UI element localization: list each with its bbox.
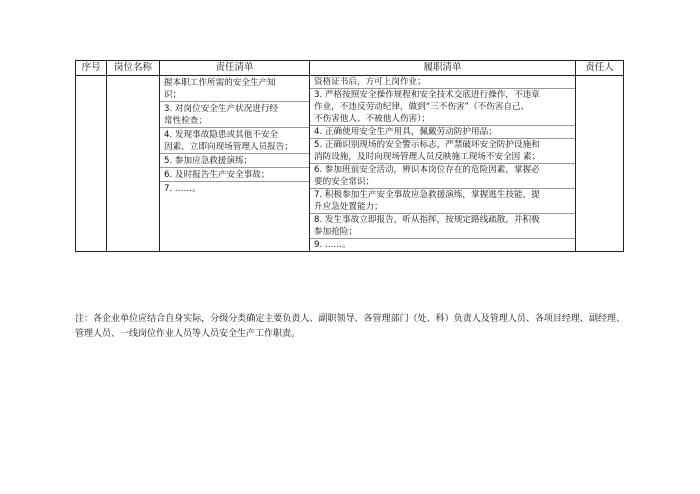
duty-table	[75, 60, 624, 252]
header-responsibility-list: 责任清单	[160, 61, 310, 76]
header-performance-list: 履职清单	[310, 61, 576, 76]
performance-cell	[310, 76, 576, 252]
footnote: 注：各企业单位应结合自身实际，分级分类确定主要负责人、副职领导、各管理部门（处、科）负责人及管理人员、各项目经理、副经理、管理人员、一线岗位作业人员等人员安全生产工作职责。	[75, 314, 625, 339]
performance-item: 8. 发生事故立即报告，听从指挥，按规定路线疏散，并积极 参加抢险；	[310, 214, 575, 239]
table-header-row	[76, 61, 624, 76]
table-row	[76, 76, 624, 252]
header-responsible-person: 责任人	[576, 61, 624, 76]
performance-item: 4. 正确使用安全生产用具，佩戴劳动防护用品；	[310, 126, 575, 139]
performance-item: 7. 积极参加生产安全事故应急救援演练，掌握逃生技能，提 升应急处置能力；	[310, 189, 575, 214]
performance-item: 5. 正确识别现场的安全警示标志，严禁破坏安全防护设施和 消防设施，及时向现场管理人员反映施工现场不安全因 素；	[310, 139, 575, 164]
performance-item: 3. 严格按照安全操作规程和安全技术交底进行操作，不违章 作业，不违反劳动纪律，做到“三不伤害”（不伤害自己、 不伤害他人、不被他人伤害）；	[310, 89, 575, 126]
performance-item: 9. ……。	[314, 240, 351, 250]
position-name-cell	[107, 76, 160, 252]
responsibility-cell	[160, 76, 310, 252]
responsibility-item: 4. 发现事故隐患或其他不安全 因素，立即向现场管理人员报告；	[160, 128, 309, 154]
responsibility-item: 3. 对岗位安全生产状况进行经 常性检查；	[160, 102, 309, 128]
responsibility-item: 握本职工作所需的安全生产知 识；	[160, 76, 309, 102]
responsible-person-cell	[576, 76, 624, 252]
responsibility-item: 6. 及时报告生产安全事故；	[160, 168, 309, 182]
performance-item: 资格证书后，方可上岗作业；	[310, 76, 575, 89]
header-serial-no: 序号	[76, 61, 107, 76]
serial-no-cell	[76, 76, 107, 252]
responsibility-item: 5. 参加应急救援演练；	[160, 154, 309, 168]
header-position-name: 岗位名称	[107, 61, 160, 76]
responsibility-item: 7. ……。	[164, 184, 201, 194]
performance-item: 6. 参加班前安全活动，辨识本岗位存在的危险因素，掌握必 要的安全常识；	[310, 164, 575, 189]
